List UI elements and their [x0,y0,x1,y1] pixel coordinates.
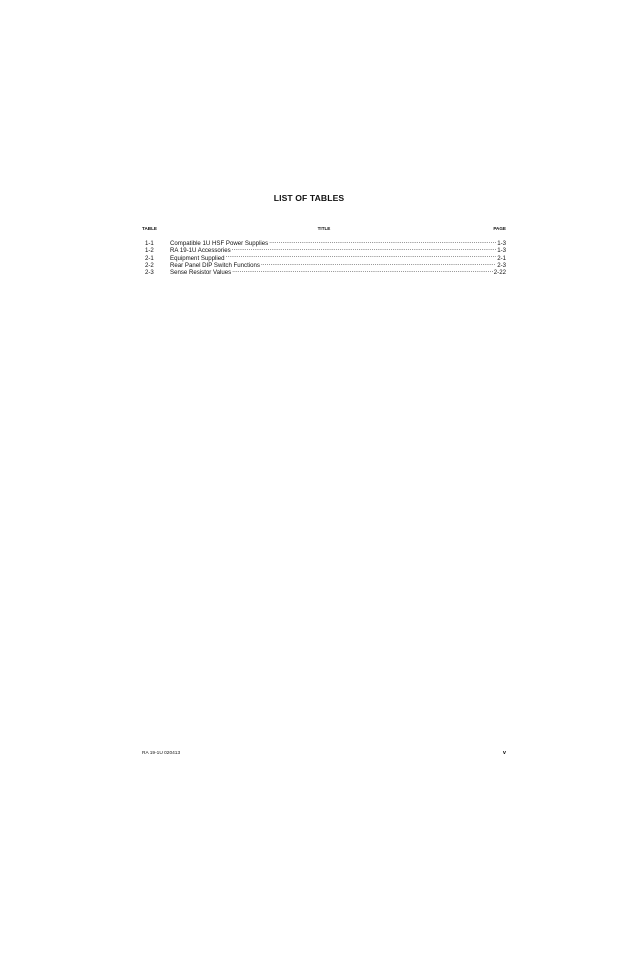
dot-leader [232,245,497,252]
column-header-title: TITLE [317,226,331,231]
entry-page: 2-3 [497,261,506,269]
entry-title: Compatible 1U HSF Power Supplies [170,240,269,248]
dot-leader [232,267,493,274]
column-header-page: PAGE [493,226,506,231]
entry-title: Sense Resistor Values [170,268,232,276]
entry-number: 2-2 [145,261,154,269]
entry-page: 2-22 [493,268,506,276]
entry-number: 2-1 [145,254,154,262]
entry-title: RA 19-1U Accessories [170,247,231,255]
entry-title: Equipment Supplied [170,254,225,262]
footer-page-number: v [502,750,506,756]
page-title: LIST OF TABLES [273,193,345,203]
column-header-table: TABLE [142,226,157,231]
column-headers [142,226,506,234]
dot-leader [269,238,496,245]
footer-doc-id: RA 19-1U 020413 [142,751,181,756]
dot-leader [261,260,496,267]
entry-page: 1-3 [497,240,506,248]
dot-leader [226,252,497,259]
entry-page: 1-3 [497,247,506,255]
entry-number: 2-3 [145,268,154,276]
entry-title: Rear Panel DIP Switch Functions [170,261,260,269]
entry-page: 2-1 [497,254,506,262]
entry-number: 1-1 [145,240,154,248]
entry-number: 1-2 [145,247,154,255]
toc-entry[interactable] [142,238,506,248]
table-list [142,238,506,274]
